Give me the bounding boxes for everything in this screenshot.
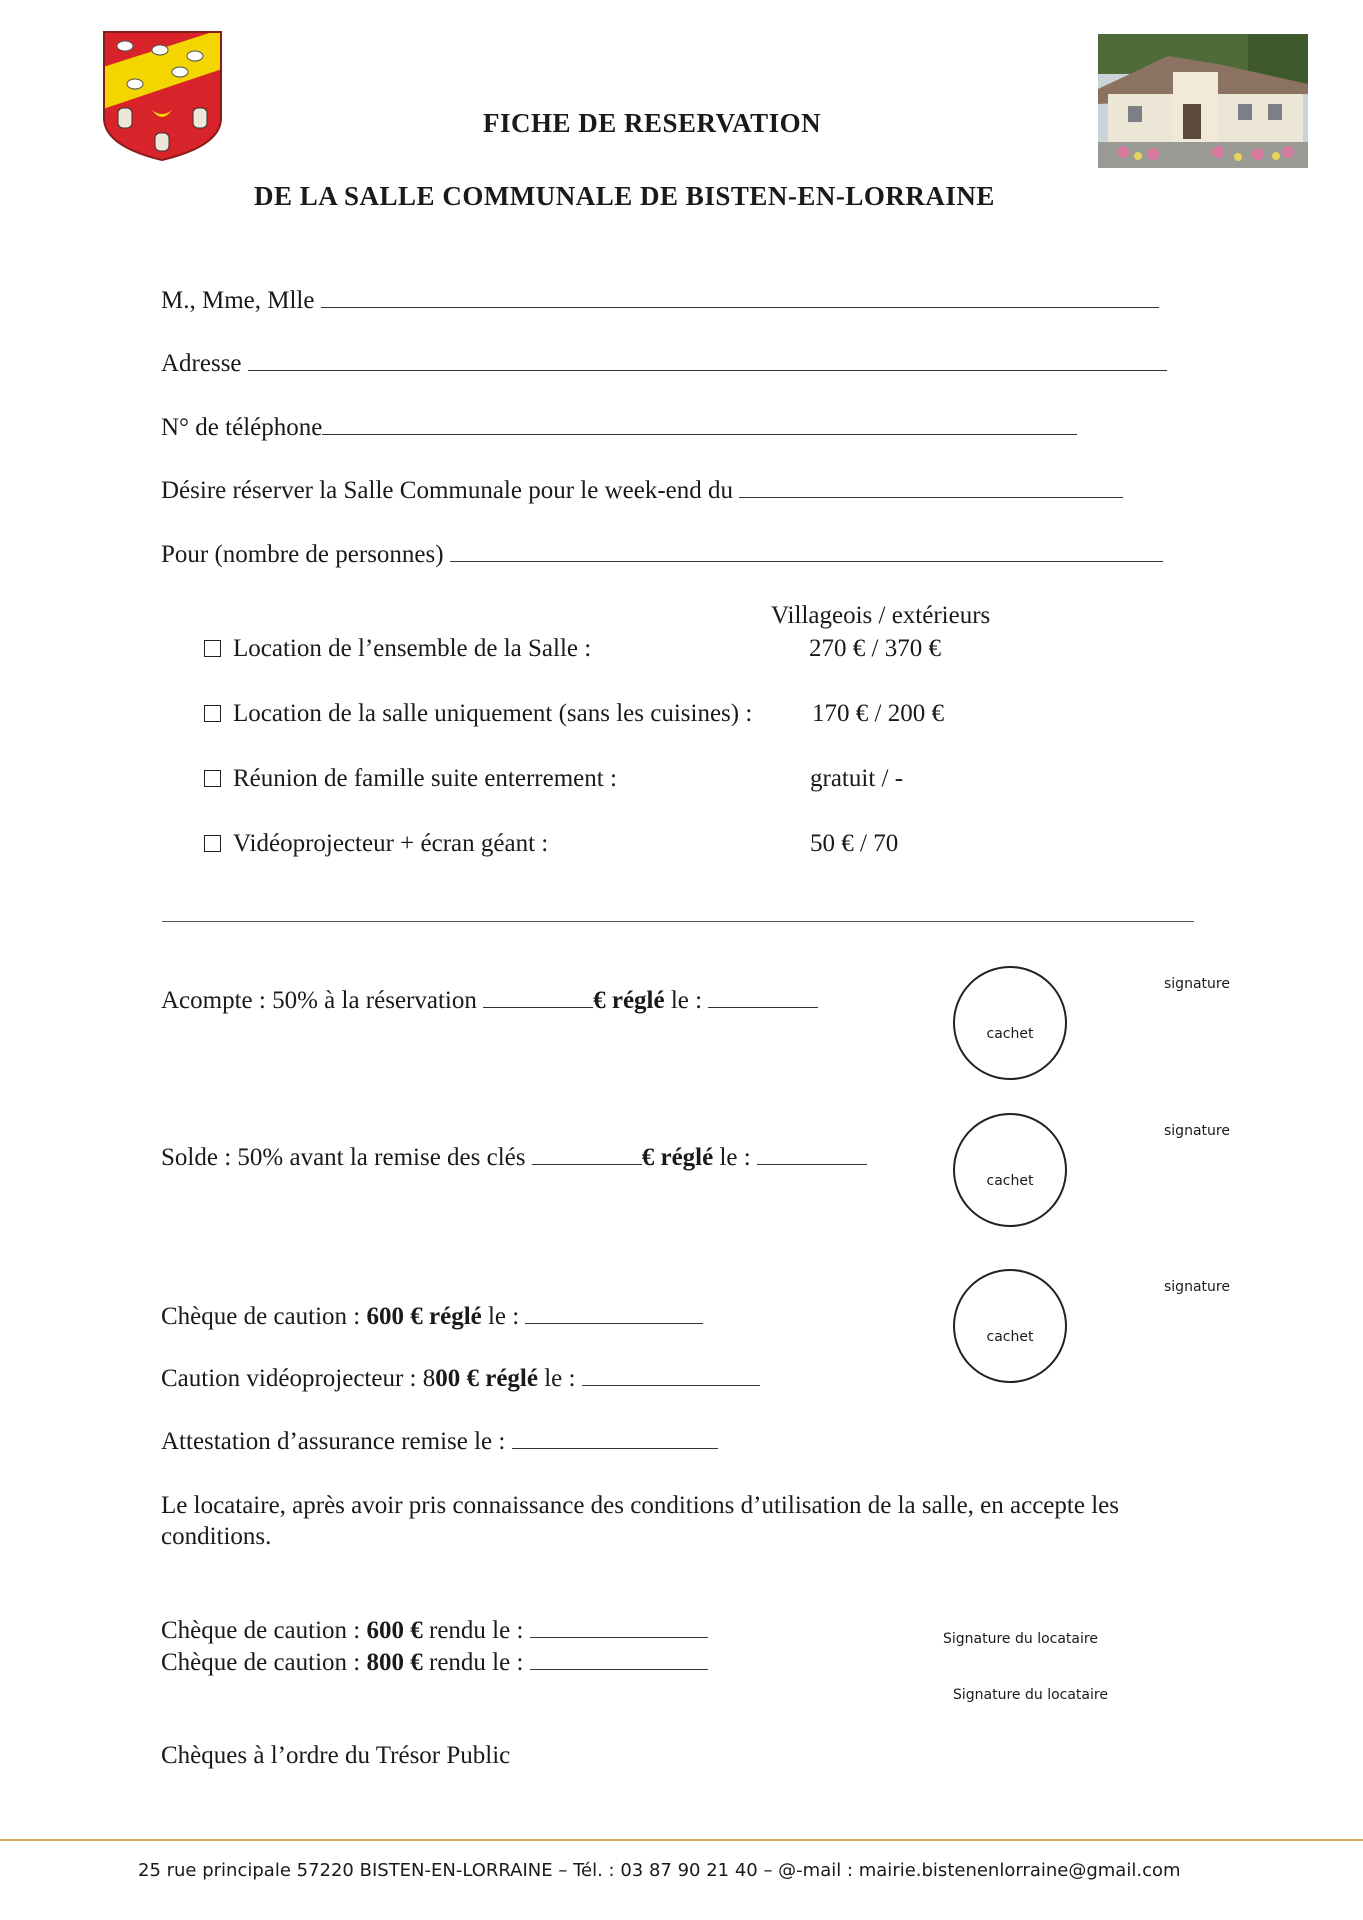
persons-field[interactable] xyxy=(161,540,1163,570)
address-field[interactable] xyxy=(161,349,1167,379)
euro-regle-label: € réglé xyxy=(593,987,665,1014)
acompte-date-line xyxy=(708,1006,818,1008)
phone-blank-line xyxy=(322,433,1077,435)
cachet-stamp-circle xyxy=(953,966,1067,1080)
cheque-return-amount: 800 € xyxy=(366,1649,423,1676)
video-caution-row[interactable] xyxy=(161,1364,760,1394)
name-field[interactable] xyxy=(161,286,1159,316)
coat-of-arms-logo xyxy=(100,28,225,163)
order-note: Chèques à l’ordre du Trésor Public xyxy=(161,1742,511,1769)
cheque-caution-label: Chèque de caution : xyxy=(161,1303,361,1330)
address-label: Adresse xyxy=(161,350,242,377)
name-label: M., Mme, Mlle xyxy=(161,287,315,314)
cheque-return-row[interactable] xyxy=(161,1648,708,1678)
option-row[interactable] xyxy=(204,764,617,794)
cheque-caution-row[interactable] xyxy=(161,1302,703,1332)
cachet-label: cachet xyxy=(986,1173,1034,1189)
option-label: Location de l’ensemble de la Salle : xyxy=(233,635,592,662)
weekend-label: Désire réserver la Salle Communale pour le week-end du xyxy=(161,477,734,504)
option-price: 50 € / 70 xyxy=(810,830,899,857)
weekend-field[interactable] xyxy=(161,476,1123,506)
address-blank-line xyxy=(248,369,1167,371)
option-label: Réunion de famille suite enterrement : xyxy=(233,765,617,792)
video-caution-date-line xyxy=(582,1384,760,1386)
section-divider xyxy=(162,921,1194,922)
persons-blank-line xyxy=(450,560,1163,562)
signature-label: signature xyxy=(1164,976,1230,992)
option-price: gratuit / - xyxy=(810,765,904,792)
solde-amount-line xyxy=(532,1163,642,1165)
cheque-return-row[interactable] xyxy=(161,1616,708,1646)
footer-divider xyxy=(0,1839,1363,1841)
option-row[interactable] xyxy=(204,699,752,729)
option-label: Vidéoprojecteur + écran géant : xyxy=(233,830,549,857)
acompte-row[interactable] xyxy=(161,986,818,1016)
cheque-caution-date-line xyxy=(525,1322,703,1324)
acompte-label: Acompte : 50% à la réservation xyxy=(161,987,477,1014)
page-title: FICHE DE RESERVATION xyxy=(483,108,822,138)
signature-label: signature xyxy=(1164,1123,1230,1139)
page-subtitle: DE LA SALLE COMMUNALE DE BISTEN-EN-LORRAINE xyxy=(254,181,995,211)
conditions-text: Le locataire, après avoir pris connaissance des conditions d’utilisation de la salle, en accepte les conditions. xyxy=(161,1492,1119,1550)
le-label: le : xyxy=(487,1303,520,1330)
phone-label: N° de téléphone xyxy=(161,414,323,441)
le-label: le : xyxy=(544,1365,576,1392)
rendu-le-label: rendu le : xyxy=(429,1617,524,1644)
return-date-line xyxy=(530,1636,708,1638)
solde-date-line xyxy=(757,1163,867,1165)
town-hall-photo xyxy=(1098,34,1308,168)
phone-field[interactable] xyxy=(161,413,1077,443)
cheque-return-label: Chèque de caution : xyxy=(161,1617,361,1644)
footer-contact: 25 rue principale 57220 BISTEN-EN-LORRAINE – Tél. : 03 87 90 21 40 – @-mail : mairie.bistenenlorraine@gmail.com xyxy=(138,1860,1181,1881)
cheque-return-label: Chèque de caution : xyxy=(161,1649,361,1676)
cachet-stamp-circle xyxy=(953,1269,1067,1383)
cheque-return-amount: 600 € xyxy=(366,1617,423,1644)
cachet-label: cachet xyxy=(986,1329,1034,1345)
price-column-header: Villageois / extérieurs xyxy=(771,602,991,629)
tenant-signature-label: Signature du locataire xyxy=(943,1631,1098,1647)
option-price: 170 € / 200 € xyxy=(812,700,944,727)
persons-label: Pour (nombre de personnes) xyxy=(161,541,444,568)
option-price: 270 € / 370 € xyxy=(809,635,941,662)
solde-row[interactable] xyxy=(161,1143,867,1173)
solde-label: Solde : 50% avant la remise des clés xyxy=(161,1144,526,1171)
option-checkbox[interactable] xyxy=(204,835,221,852)
cachet-stamp-circle xyxy=(953,1113,1067,1227)
euro-regle-label: € réglé xyxy=(641,1144,714,1171)
option-label: Location de la salle uniquement (sans les cuisines) : xyxy=(233,700,753,727)
le-label: le : xyxy=(719,1144,751,1171)
option-checkbox[interactable] xyxy=(204,770,221,787)
return-date-line xyxy=(530,1668,708,1670)
attestation-label: Attestation d’assurance remise le : xyxy=(161,1428,506,1455)
cheque-caution-amount: 600 € réglé xyxy=(366,1303,482,1330)
name-blank-line xyxy=(321,306,1159,308)
option-row[interactable] xyxy=(204,634,591,664)
video-caution-label: Caution vidéoprojecteur : 8 xyxy=(161,1365,436,1392)
option-checkbox[interactable] xyxy=(204,640,221,657)
rendu-le-label: rendu le : xyxy=(429,1649,524,1676)
acompte-amount-line xyxy=(483,1006,593,1008)
cachet-label: cachet xyxy=(986,1026,1034,1042)
le-label: le : xyxy=(670,987,703,1014)
option-checkbox[interactable] xyxy=(204,705,221,722)
signature-label: signature xyxy=(1164,1279,1230,1295)
option-row[interactable] xyxy=(204,829,548,859)
tenant-signature-label: Signature du locataire xyxy=(953,1687,1108,1703)
weekend-blank-line xyxy=(739,496,1123,498)
attestation-date-line xyxy=(512,1447,718,1449)
video-caution-amount: 00 € réglé xyxy=(435,1365,538,1392)
attestation-row[interactable] xyxy=(161,1427,718,1457)
